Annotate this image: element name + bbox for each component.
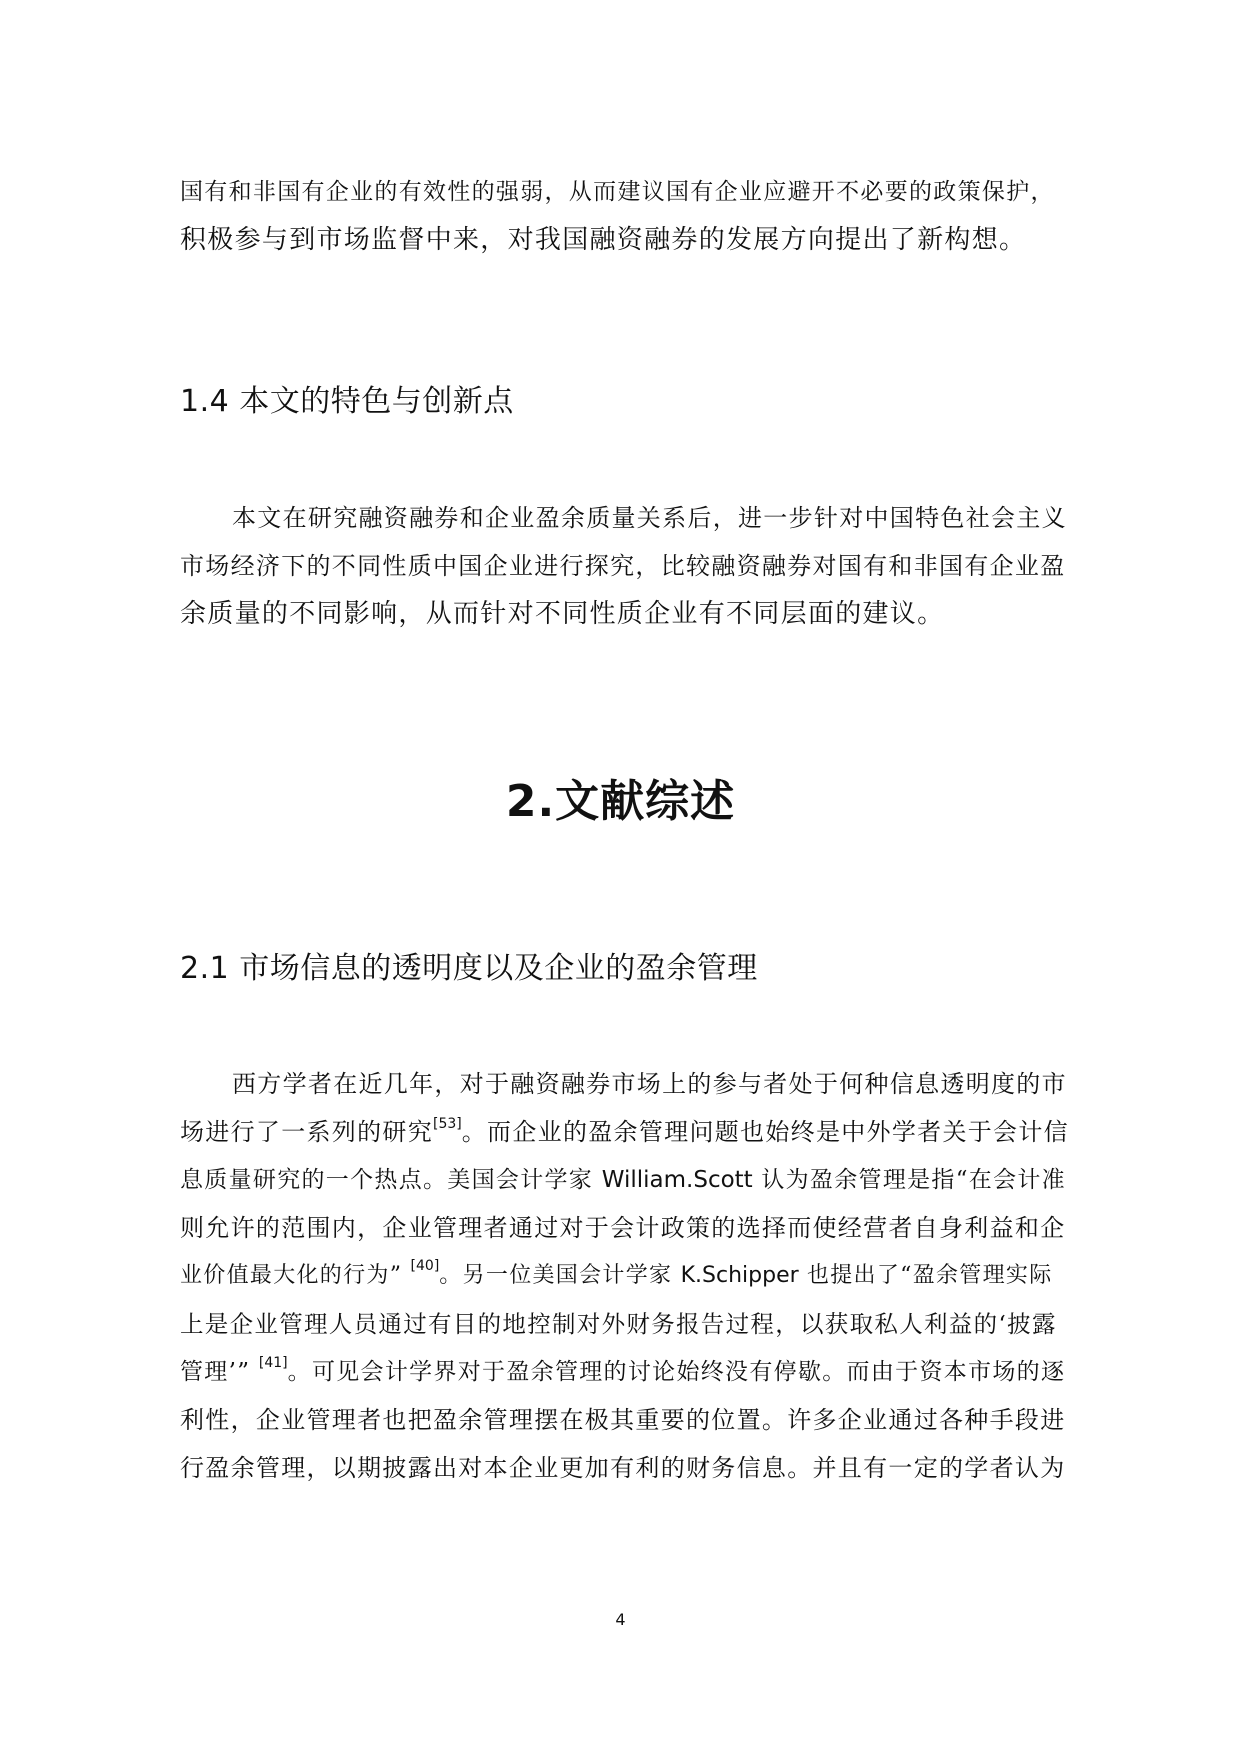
text-line: 西方学者在近几年，对于融资融券市场上的参与者处于何种信息透明度的市 bbox=[232, 1070, 1067, 1098]
text-line: 则允许的范围内，企业管理者通过对于会计政策的选择而使经营者自身利益和企 bbox=[180, 1214, 1066, 1242]
citation-40[interactable]: [40] bbox=[410, 1258, 440, 1274]
section-heading-1-4: 1.4 本文的特色与创新点 bbox=[180, 384, 514, 419]
author-name: William.Scott bbox=[601, 1167, 753, 1193]
text-line: 积极参与到市场监督中来，对我国融资融券的发展方向提出了新构想。 bbox=[180, 225, 1027, 255]
text-line: 本文在研究融资融券和企业盈余质量关系后，进一步针对中国特色社会主义 bbox=[232, 504, 1067, 532]
paragraph-section-1-4 bbox=[180, 494, 1070, 638]
text-segment: 也提出了“盈余管理实际 bbox=[806, 1263, 1053, 1288]
text-line: 行盈余管理，以期披露出对本企业更加有利的财务信息。并且有一定的学者认为 bbox=[180, 1454, 1066, 1482]
citation-53[interactable]: [53] bbox=[433, 1116, 462, 1132]
text-line bbox=[180, 1108, 1070, 1156]
text-line: 上是企业管理人员通过有目的地控制对外财务报告过程，以获取私人利益的‘披露 bbox=[180, 1310, 1057, 1338]
paragraph-section-2-1 bbox=[180, 1060, 1070, 1492]
text-segment: 。另一位美国会计学家 bbox=[439, 1263, 673, 1288]
text-segment: 管理’” bbox=[180, 1359, 251, 1385]
text-segment: 认为盈余管理是指“在会计准 bbox=[761, 1167, 1066, 1193]
text-line bbox=[180, 1156, 1070, 1204]
text-line: 市场经济下的不同性质中国企业进行探究，比较融资融券对国有和非国有企业盈 bbox=[180, 552, 1066, 580]
section-heading-2-1: 2.1 市场信息的透明度以及企业的盈余管理 bbox=[180, 951, 758, 986]
page-number: 4 bbox=[615, 1610, 626, 1629]
text-line bbox=[180, 1348, 1070, 1396]
text-segment: 息质量研究的一个热点。美国会计学家 bbox=[180, 1167, 594, 1193]
text-line: 国有和非国有企业的有效性的强弱，从而建议国有企业应避开不必要的政策保护， bbox=[180, 179, 1055, 205]
text-line bbox=[180, 1252, 1070, 1300]
text-segment: 场进行了一系列的研究 bbox=[180, 1118, 433, 1146]
citation-41[interactable]: [41] bbox=[258, 1355, 288, 1371]
text-segment: 。可见会计学界对于盈余管理的讨论始终没有停歇。而由于资本市场的逐 bbox=[287, 1359, 1066, 1385]
author-name: K.Schipper bbox=[680, 1263, 799, 1288]
text-segment: 。而企业的盈余管理问题也始终是中外学者关于会计信 bbox=[461, 1118, 1069, 1146]
chapter-title: 2.文献综述 bbox=[505, 776, 736, 827]
paragraph-continued bbox=[180, 168, 1070, 264]
text-line: 余质量的不同影响，从而针对不同性质企业有不同层面的建议。 bbox=[180, 599, 945, 629]
text-segment: 业价值最大化的行为” bbox=[180, 1263, 403, 1288]
text-line: 利性，企业管理者也把盈余管理摆在极其重要的位置。许多企业通过各种手段进 bbox=[180, 1406, 1066, 1434]
